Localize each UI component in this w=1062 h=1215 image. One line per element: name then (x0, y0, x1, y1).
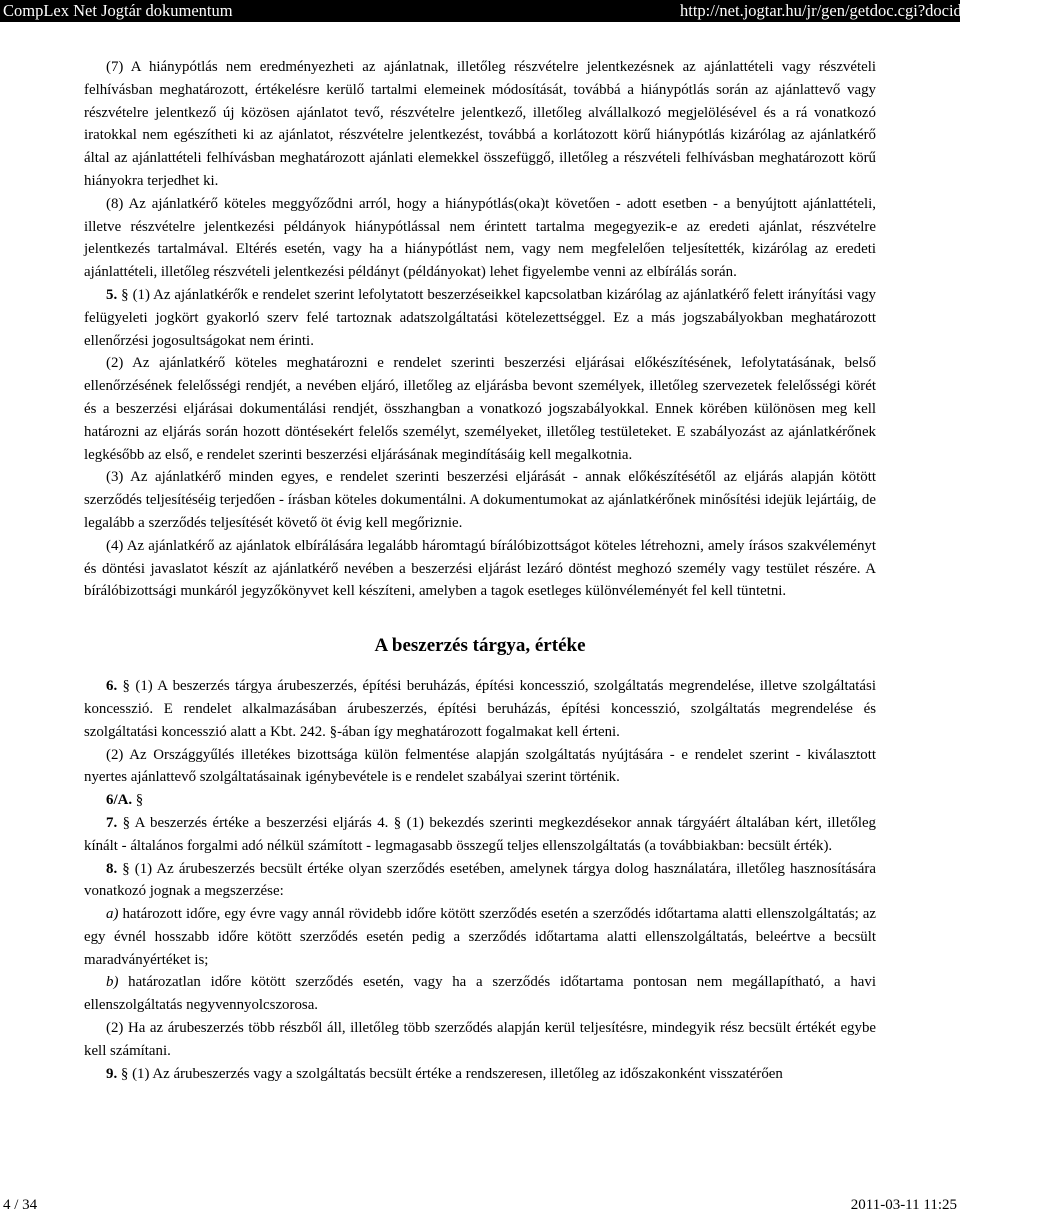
paragraph: (7) A hiánypótlás nem eredményezheti az ajánlatnak, illetőleg részvételre jelentkezésnek az ajánlattételi vagy részvételi felhívásban meghatározott, értékelésre kerülő tartalmi elemeinek módosítását, továbbá a hiánypótlás során az ajánlattevő vagy részvételre jelentkező új közösen ajánlatot tevő, részvételre jelentkező, illetőleg alvállalkozó megjelölésével és a rá vonatkozó iratokkal nem egészítheti ki az ajánlatot, részvételre jelentkezést, továbbá a korlátozott körű hiánypótlás kizárólag az ajánlatkérő által az ajánlattételi felhívásban meghatározott ajánlati elemekkel összefüggő, illetőleg a részvételi felhívásban meghatározott körű hiányokra terjedhet ki. (84, 59, 876, 189)
section-sign: § (135, 792, 144, 809)
section-sign: § (120, 1065, 129, 1082)
page-number: 4 / 34 (3, 1197, 38, 1213)
section-sign: § (122, 814, 131, 831)
paragraph: (4) Az ajánlatkérő az ajánlatok elbírálására legalább háromtagú bírálóbizottságot köteles létrehozni, amely írásos szakvéleményt és döntési javaslatot készít az ajánlatkérő nevében a beszerzési eljárást lezáró döntést meghozó személy vagy testület részére. A bírálóbizottsági munkáról jegyzőkönyvet kell készíteni, amelyben a tagok esetleges különvéleményét fel kell tüntetni. (84, 537, 876, 600)
paragraph-text: (1) A beszerzés tárgya árubeszerzés, építési beruházás, építési koncesszió, szolgáltatás megrendelése, illetve szolgáltatási koncesszió. E rendelet alkalmazásában árubeszerzés, építési beruházás, építési koncesszió, szolgáltatás megrendelése és szolgáltatási koncesszió alatt a Kbt. 242. §-ában így meghatározott fogalmakat kell érteni. (84, 678, 876, 740)
section-number: 8. (106, 860, 118, 877)
print-datetime: 2011-03-11 11:25 (850, 1197, 957, 1213)
paragraph-text: A beszerzés értéke a beszerzési eljárás 4. § (1) bekezdés szerinti megkezdésekor annak tárgyáért általában kért, illetőleg kínált - általános forgalmi adó nélkül számított - legmagasabb összegű teljes ellenszolgáltatás (a továbbiakban: becsült érték). (84, 814, 877, 854)
paragraph-text: (1) Az ajánlatkérők e rendelet szerint lefolytatott beszerzéseikkel kapcsolatban kizárólag az ajánlatkérő felett irányítási vagy felügyeleti jogkört gyakorló szerv felé tartoznak adatszolgáltatási kötelezettséggel. Ez a más jogszabályokban meghatározott ellenőrzési jogosultságokat nem érinti. (84, 286, 876, 349)
list-letter: b) (106, 974, 119, 991)
section-5-paragraph (84, 284, 876, 352)
paragraph: (3) Az ajánlatkérő minden egyes, e rendelet szerinti beszerzési eljárását - annak előkészítésétől az eljárás alapján kötött szerződés teljesítéséig terjedően - írásban köteles dokumentálni. A dokumentumokat az ajánlatkérőnek minősítési idejük lejártáig, de legalább a szerződés teljesítését követő öt évig kell megőriznie. (84, 469, 876, 531)
paragraph: (2) Az ajánlatkérő köteles meghatározni e rendelet szerinti beszerzési eljárásai előkészítésének, lefolytatásának, belső ellenőrzésének felelősségi rendjét, a nevében eljáró, illetőleg az eljárásba bevont személyek, illetőleg szervezetek felelősségi körét és a beszerzési eljárásai dokumentálási rendjét, összhangban a vonatkozó jogszabályokkal. Ennek körében különösen meg kell határozni az eljárás során hozott döntésekért felelős személyt, személyeket, illetőleg testületeket. E szabályozást az ajánlatkérőnek legkésőbb az első, e rendelet szerinti beszerzési eljárásának megindításáig kell megalkotnia. (84, 355, 876, 463)
section-number: 6. (106, 678, 118, 695)
list-item-b (84, 971, 876, 1017)
section-sign: § (121, 286, 129, 303)
document-header-bar (0, 0, 1062, 22)
section-6a-paragraph (84, 789, 876, 812)
section-6-paragraph (84, 675, 876, 743)
paragraph-text: (1) Az árubeszerzés vagy a szolgáltatás becsült értéke a rendszeresen, illetőleg az időszakonként visszatérően (132, 1065, 783, 1082)
document-url: http://net.jogtar.hu/jr/gen/getdoc.cgi?docid=a0400143.kor (680, 1, 1062, 20)
section-7-paragraph (84, 812, 876, 858)
section-number: 5. (106, 286, 118, 303)
section-number: 6/A. (106, 792, 133, 809)
section-9-paragraph (84, 1063, 876, 1086)
section-heading: A beszerzés tárgya, értéke (374, 635, 586, 657)
section-8-paragraph (84, 858, 876, 904)
paragraph-text: (1) Az árubeszerzés becsült értéke olyan szerződés esetében, amelynek tárgya dolog használatára, illetőleg hasznosítására vonatkozó jognak a megszerzése: (84, 860, 876, 900)
section-sign: § (122, 678, 130, 695)
document-body (84, 56, 876, 1085)
section-sign: § (122, 860, 130, 877)
page-footer (0, 1195, 960, 1215)
section-number: 9. (106, 1065, 118, 1082)
paragraph-text: határozatlan időre kötött szerződés esetén, vagy ha a szerződés időtartama pontosan nem megállapítható, a havi ellenszolgáltatás negyvennyolcszorosa. (84, 974, 876, 1014)
list-letter: a) (106, 906, 119, 923)
document-title: CompLex Net Jogtár dokumentum (3, 1, 233, 20)
paragraph-text: határozott időre, egy évre vagy annál rövidebb időre kötött szerződés esetén a szerződés időtartama alatti ellenszolgáltatás; az egy évnél hosszabb időre kötött szerződés esetén pedig a szerződés időtartama alatti ellenszolgáltatás, beleértve a becsült maradványértéket is; (84, 906, 876, 968)
list-item-a (84, 903, 876, 971)
paragraph: (2) Az Országgyűlés illetékes bizottsága külön felmentése alapján szolgáltatás nyújtására - e rendelet szerint - kiválasztott nyertes ajánlattevő szolgáltatásainak igénybevétele is e rendelet szabályai szerint történik. (84, 746, 876, 786)
paragraph: (8) Az ajánlatkérő köteles meggyőződni arról, hogy a hiánypótlás(oka)t követően - adott esetben - a benyújtott ajánlattételi, illetve részvételre jelentkezési példányok hiánypótlással nem érintett tartalma megegyezik-e az eredeti ajánlat, részvételre jelentkezés tartalmával. Eltérés esetén, vagy ha a hiánypótlást nem, vagy nem megfelelően teljesítették, kizárólag az eredeti ajánlattételi, illetőleg részvételi jelentkezési példányt (példányokat) lehet figyelembe venni az elbírálás során. (84, 195, 876, 281)
section-number: 7. (106, 814, 118, 831)
paragraph: (2) Ha az árubeszerzés több részből áll, illetőleg több szerződés alapján kerül teljesítésre, mindegyik rész becsült értékét egybe kell számítani. (84, 1020, 876, 1059)
